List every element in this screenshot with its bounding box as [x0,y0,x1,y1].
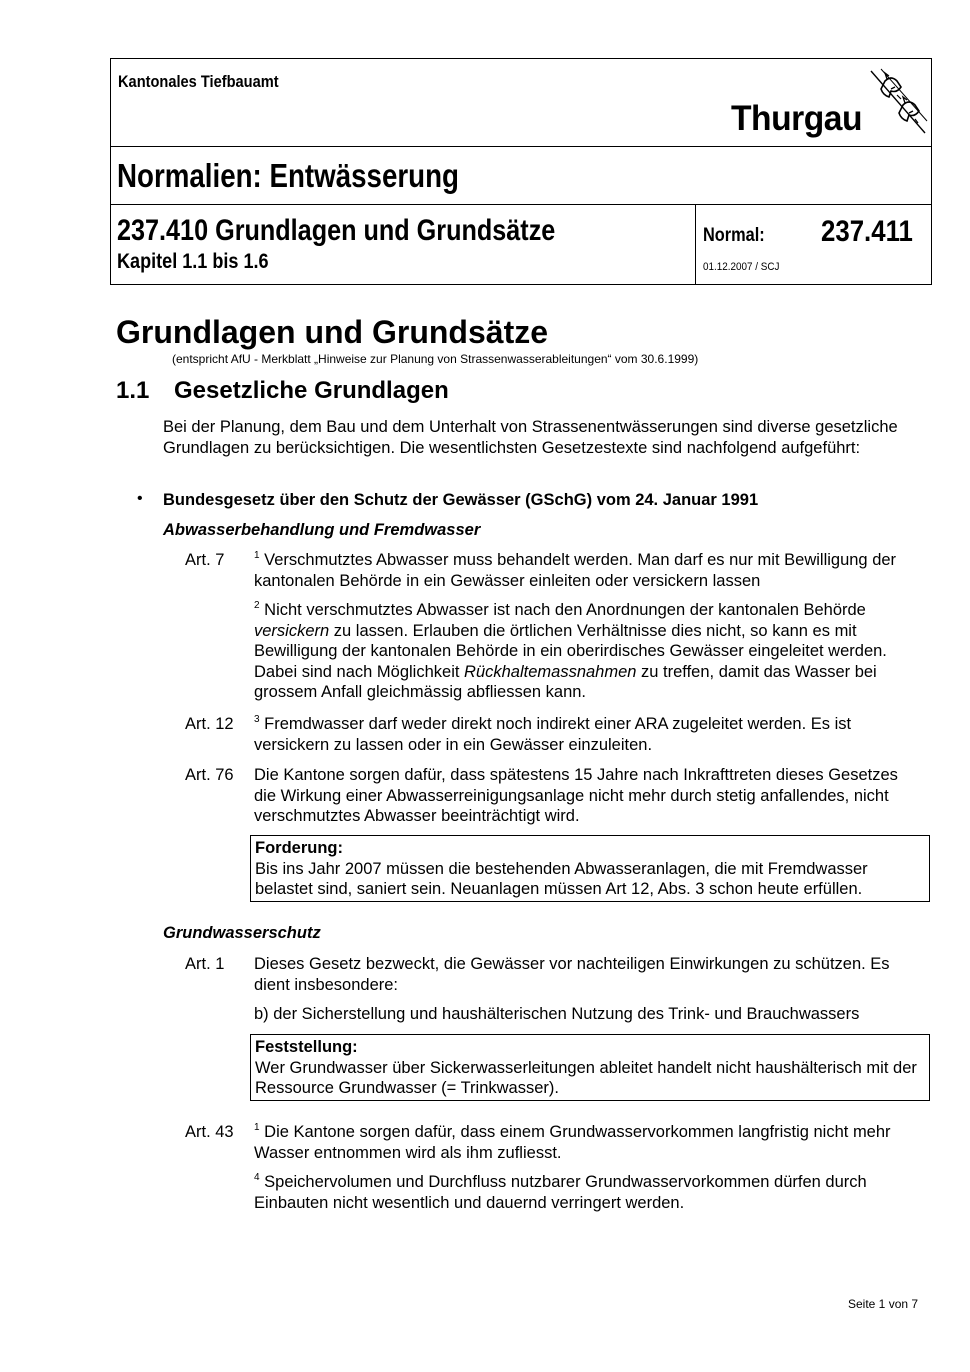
feststellung-box [250,1034,930,1101]
art43-p1-text: Die Kantone sorgen dafür, dass einem Grundwasservorkommen langfristig nicht mehr Wasser entnommen wird als ihm zufliesst. [254,1123,891,1162]
art7-label: Art. 7 [185,551,225,569]
art7-p1-sup: 1 [254,549,260,561]
feststellung-title: Feststellung: [255,1038,358,1056]
section-subtitle: Kapitel 1.1 bis 1.6 [117,250,269,273]
forderung-title: Forderung: [255,839,343,857]
subheading-abwasser: Abwasserbehandlung und Fremdwasser [163,521,481,539]
art7-p2-em-2: Rückhaltemassnahmen [464,662,637,681]
thurgau-crest-icon [867,67,929,137]
art1-label: Art. 1 [185,955,225,973]
page-title: Grundlagen und Grundsätze [116,314,549,350]
document-title: Normalien: Entwässerung [117,157,459,194]
art43-paragraph-2 [254,1172,929,1213]
art7-p2-sup: 2 [254,599,260,611]
section-heading-text: Gesetzliche Grundlagen [174,377,449,404]
art7-p2-text-b: zu lassen. Erlauben die örtlichen Verhältnisse dies nicht, so kann es mit Bewilligung der kantonalen Behörde in ein oberirdisches Gewässer eingeleitet werden. Dabei sind nach Möglichkeit [254,621,887,681]
normal-number: 237.411 [821,215,913,248]
art43-label: Art. 43 [185,1123,234,1141]
title-note: (entspricht AfU - Merkblatt „Hinweise zur Planung von Strassenwasserableitungen“ vom 30.6.1999) [172,352,699,366]
art1-paragraph-1: Dieses Gesetz bezweckt, die Gewässer vor nachteiligen Einwirkungen zu schützen. Es dient insbesondere: [254,955,890,994]
art43-p1-sup: 1 [254,1121,260,1133]
header-section-row [111,205,931,284]
forderung-text: Bis ins Jahr 2007 müssen die bestehenden Abwasseranlagen, die mit Fremdwasser belastet sind, saniert sein. Neuanlagen müssen Art 12, Abs. 3 schon heute erfüllen. [255,859,868,898]
header-title-row [111,147,931,205]
subheading-grundwasser: Grundwasserschutz [163,924,321,942]
art12-paragraph [254,714,919,755]
section-title: 237.410 Grundlagen und Grundsätze [117,214,556,247]
brand-wordmark: Thurgau [731,99,863,138]
law-title: Bundesgesetz über den Schutz der Gewässer (GSchG) vom 24. Januar 1991 [163,491,759,509]
forderung-box [250,835,930,902]
organization-name: Kantonales Tiefbauamt [118,72,279,91]
document-header [110,58,932,285]
art7-paragraph-2 [254,600,924,703]
date-author: 01.12.2007 / SCJ [703,261,780,273]
section-number: 1.1 [116,377,150,404]
art7-p2-text-c: zu treffen, damit das Wasser bei grossem Anfall gleichmässig abfliessen kann. [254,662,877,701]
feststellung-text: Wer Grundwasser über Sickerwasserleitungen ableitet handelt nicht haushälterisch mit der Ressource Grundwasser (= Trinkwasser). [255,1058,917,1097]
art43-paragraph-1 [254,1122,914,1163]
art43-p2-sup: 4 [254,1171,260,1183]
art43-p2-text: Speichervolumen und Durchfluss nutzbarer Grundwasservorkommen dürfen durch Einbauten nicht wesentlich und dauernd verringert werden. [254,1173,867,1212]
art7-paragraph-1 [254,550,929,591]
bullet-icon: • [137,490,143,507]
page-number: Seite 1 von 7 [848,1297,919,1311]
art12-text: Fremdwasser darf weder direkt noch indirekt einer ARA zugeleitet werden. Es ist versickern zu lassen oder in ein Gewässer einzuleiten. [254,715,852,754]
art7-p1-text: Verschmutztes Abwasser muss behandelt werden. Man darf es nur mit Bewilligung der kantonalen Behörde in ein Gewässer einleiten oder versickern lassen [254,551,897,590]
section-heading [116,377,449,405]
art7-p2-text-a: Nicht verschmutztes Abwasser ist nach den Anordnungen der kantonalen Behörde [259,601,866,619]
art12-sup: 3 [254,713,260,725]
art1-paragraph-2: b) der Sicherstellung und haushälterischen Nutzung des Trink- und Brauchwassers [254,1005,860,1023]
intro-paragraph: Bei der Planung, dem Bau und dem Unterhalt von Strassenentwässerungen sind diverse gesetzliche Grundlagen zu berücksichtigen. Die wesentlichsten Gesetzestexte sind nachfolgend aufgeführt: [163,418,898,457]
art76-paragraph: Die Kantone sorgen dafür, dass spätestens 15 Jahre nach Inkrafttreten dieses Gesetzes die Wirkung einer Abwasserreinigungsanlage nicht mehr durch stetig anfallendes, nicht verschmutztes Abwasser beeinträchtigt wird. [254,766,898,825]
art76-label: Art. 76 [185,766,234,784]
art12-label: Art. 12 [185,715,234,733]
art7-p2-em-1: versickern [254,621,330,640]
normal-label: Normal: [703,225,765,246]
header-org-row [111,59,931,147]
header-section-cell [111,205,696,284]
